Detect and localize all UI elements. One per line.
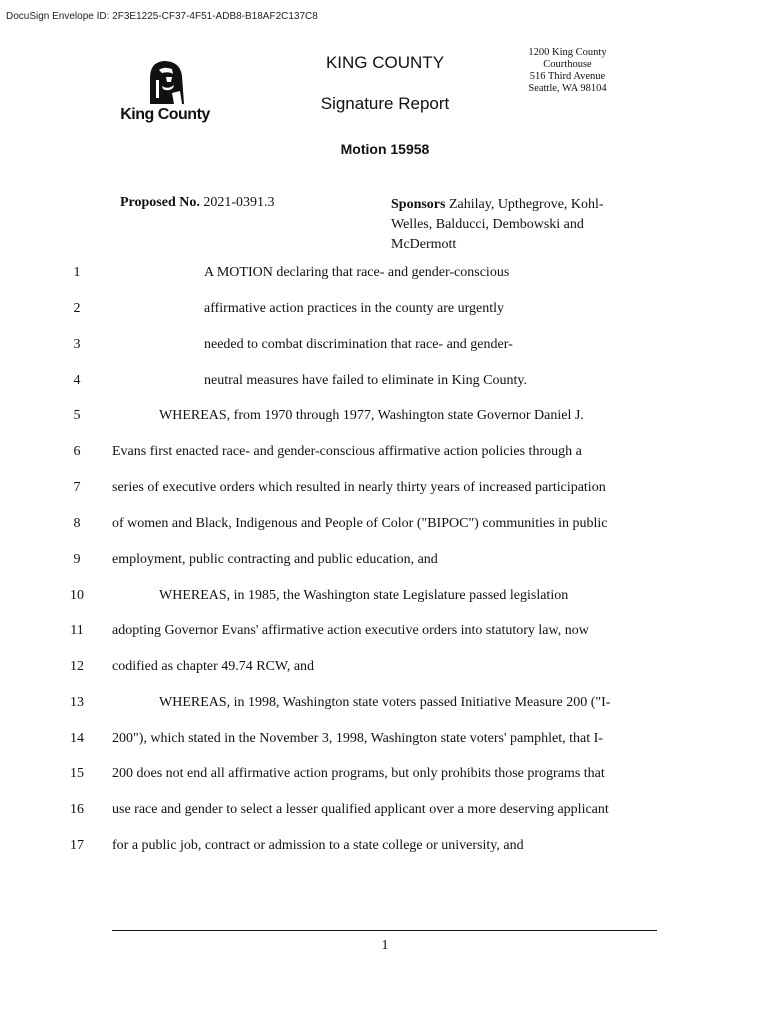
county-title: KING COUNTY	[325, 53, 445, 72]
line-number: 17	[70, 838, 84, 853]
sponsors	[391, 195, 636, 255]
line-number: 9	[73, 552, 81, 567]
body-line: 200 does not end all affirmative action programs, but only prohibits those programs that	[112, 766, 605, 781]
body-line: series of executive orders which resulted in nearly thirty years of increased participation	[112, 480, 606, 495]
body-line: WHEREAS, from 1970 through 1977, Washington state Governor Daniel J.	[159, 408, 584, 423]
sponsors-value: Zahilay, Upthegrove, Kohl-Welles, Balducci, Dembowski and McDermott	[391, 197, 604, 252]
docusign-envelope-id: DocuSign Envelope ID: 2F3E1225-CF37-4F51-ADB8-B18AF2C137C8	[6, 11, 318, 22]
line-number: 3	[73, 337, 81, 352]
line-number: 6	[73, 444, 81, 459]
proposed-number	[120, 195, 275, 211]
proposed-value: 2021-0391.3	[203, 195, 275, 210]
body-line: adopting Governor Evans' affirmative action executive orders into statutory law, now	[112, 623, 589, 638]
line-number: 7	[73, 480, 81, 495]
proposed-label: Proposed No.	[120, 195, 200, 210]
body-line: of women and Black, Indigenous and People of Color ("BIPOC") communities in public	[112, 516, 608, 531]
line-number: 14	[70, 731, 84, 746]
line-number: 13	[70, 695, 84, 710]
body-line: for a public job, contract or admission to a state college or university, and	[112, 838, 524, 853]
report-title: Signature Report	[320, 94, 450, 113]
body-line: employment, public contracting and public education, and	[112, 552, 438, 567]
body-line: use race and gender to select a lesser qualified applicant over a more deserving applicant	[112, 802, 609, 817]
body-line: affirmative action practices in the county are urgently	[204, 301, 504, 316]
mlk-portrait-icon	[142, 58, 188, 104]
line-number: 10	[70, 588, 84, 603]
line-number: 2	[73, 301, 81, 316]
line-number: 12	[70, 659, 84, 674]
king-county-logo	[118, 58, 212, 126]
body-line: neutral measures have failed to eliminate in King County.	[204, 373, 527, 388]
line-number: 1	[73, 265, 81, 280]
footer-divider	[112, 930, 657, 931]
line-number: 16	[70, 802, 84, 817]
body-line: WHEREAS, in 1985, the Washington state Legislature passed legislation	[159, 588, 569, 603]
line-number: 5	[73, 408, 81, 423]
body-line: A MOTION declaring that race- and gender-conscious	[204, 265, 510, 280]
address-line: Seattle, WA 98104	[528, 83, 607, 94]
line-number: 8	[73, 516, 81, 531]
body-line: Evans first enacted race- and gender-conscious affirmative action policies through a	[112, 444, 582, 459]
county-address	[505, 47, 630, 95]
line-number: 4	[73, 373, 81, 388]
logo-text: King County	[120, 106, 210, 123]
body-line: WHEREAS, in 1998, Washington state voters passed Initiative Measure 200 ("I-	[159, 695, 611, 710]
page-number: 1	[381, 938, 389, 953]
sponsors-label: Sponsors	[391, 197, 446, 212]
address-line: 1200 King County Courthouse	[528, 47, 607, 70]
line-number: 11	[70, 623, 84, 638]
address-line: 516 Third Avenue	[529, 71, 606, 82]
body-line: 200"), which stated in the November 3, 1998, Washington state voters' pamphlet, that I-	[112, 731, 603, 746]
body-line: codified as chapter 49.74 RCW, and	[112, 659, 315, 674]
line-number: 15	[70, 766, 84, 781]
motion-number: Motion 15958	[340, 141, 430, 157]
body-line: needed to combat discrimination that race- and gender-	[204, 337, 513, 352]
